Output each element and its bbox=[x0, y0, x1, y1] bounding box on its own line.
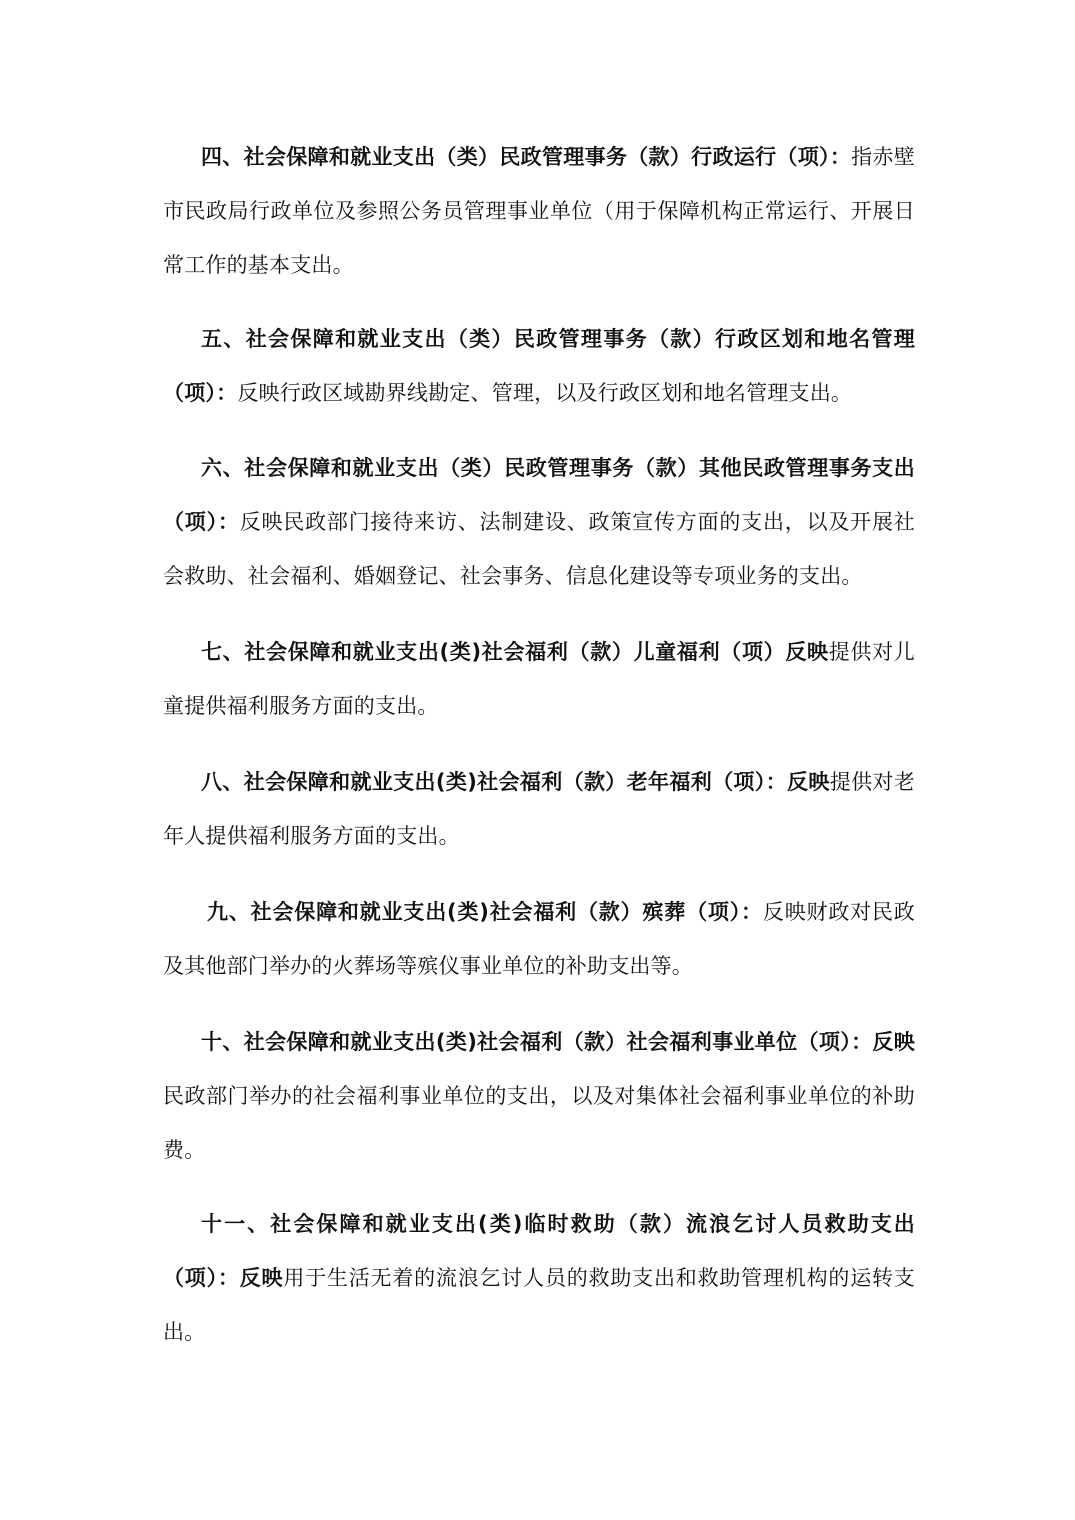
section-seven-paragraph bbox=[163, 625, 915, 733]
section-ten-heading: 十、社会保障和就业支出(类)社会福利（款）社会福利事业单位（项）：反映 bbox=[201, 1030, 915, 1054]
section-eight-body: 提供对老年人提供福利服务方面的支出。 bbox=[163, 770, 915, 848]
section-four-paragraph bbox=[163, 130, 915, 292]
section-nine-heading: 九、社会保障和就业支出(类)社会福利（款）殡葬（项）： bbox=[207, 900, 763, 924]
section-eleven-paragraph bbox=[163, 1197, 915, 1359]
section-four-heading: 四、社会保障和就业支出（类）民政管理事务（款）行政运行（项）： bbox=[201, 145, 852, 169]
section-six-heading: 六、社会保障和就业支出（类）民政管理事务（款）其他民政管理事务支出（项）： bbox=[163, 456, 915, 534]
section-six-paragraph bbox=[163, 441, 915, 603]
section-eleven-heading: 十一、社会保障和就业支出(类)临时救助（款）流浪乞讨人员救助支出（项）：反映 bbox=[163, 1212, 915, 1290]
section-eight-heading: 八、社会保障和就业支出(类)社会福利（款）老年福利（项）：反映 bbox=[201, 770, 830, 794]
section-nine-body: 反映财政对民政及其他部门举办的火葬场等殡仪事业单位的补助支出等。 bbox=[163, 900, 916, 978]
section-seven-heading: 七、社会保障和就业支出(类)社会福利（款）儿童福利（项）反映 bbox=[201, 640, 829, 664]
section-five-paragraph bbox=[163, 312, 915, 420]
section-ten-paragraph bbox=[163, 1015, 915, 1177]
section-nine-paragraph bbox=[163, 885, 915, 993]
section-eleven-body: 用于生活无着的流浪乞讨人员的救助支出和救助管理机构的运转支出。 bbox=[163, 1266, 915, 1344]
section-eight-paragraph bbox=[163, 755, 915, 863]
section-five-body: 反映行政区域勘界线勘定、管理，以及行政区划和地名管理支出。 bbox=[237, 381, 853, 405]
section-seven-body: 提供对儿童提供福利服务方面的支出。 bbox=[163, 640, 915, 718]
section-ten-body: 民政部门举办的社会福利事业单位的支出，以及对集体社会福利事业单位的补助费。 bbox=[163, 1084, 915, 1162]
section-six-body: 反映民政部门接待来访、法制建设、政策宣传方面的支出，以及开展社会救助、社会福利、婚姻登记、社会事务、信息化建设等专项业务的支出。 bbox=[163, 510, 915, 588]
section-four-body: 指赤壁市民政局行政单位及参照公务员管理事业单位（用于保障机构正常运行、开展日常工作的基本支出。 bbox=[163, 145, 915, 277]
section-five-heading: 五、社会保障和就业支出（类）民政管理事务（款）行政区划和地名管理（项）： bbox=[163, 327, 915, 405]
